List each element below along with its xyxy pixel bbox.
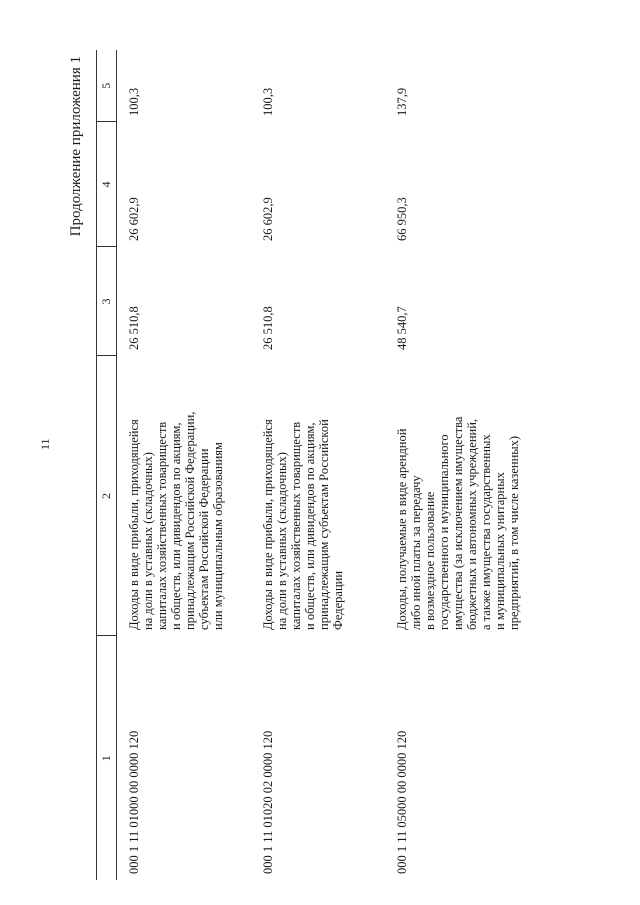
value-col3: 48 540,7 — [395, 306, 410, 350]
value-col3: 26 510,8 — [261, 306, 276, 350]
value-col4: 66 950,3 — [395, 197, 410, 241]
revenue-name-line: субъектам Российской Федерации — [197, 448, 212, 630]
revenue-name-line: а также имущества государственных — [479, 434, 494, 630]
revenue-name-line: принадлежащим субъектам Российской — [317, 419, 332, 630]
value-col4: 26 602,9 — [261, 197, 276, 241]
column-header-2: 2 — [97, 356, 117, 636]
rotated-page-content — [60, 50, 580, 880]
value-col5: 100,3 — [261, 87, 276, 116]
revenue-name-line: принадлежащим Российской Федерации, — [183, 411, 198, 630]
budget-code: 000 1 11 01020 02 0000 120 — [261, 730, 276, 874]
column-header-4: 4 — [97, 122, 117, 247]
revenue-name-line: бюджетных и автономных учреждений, — [465, 418, 480, 630]
revenue-name-line: либо иной платы за передачу — [409, 475, 424, 630]
table-header-row — [97, 50, 117, 880]
revenue-name-line: Доходы, получаемые в виде арендной — [395, 428, 410, 630]
revenue-name-line: и обществ, или дивидендов по акциям, — [169, 422, 184, 630]
table-row — [121, 50, 255, 880]
page-number: 11 — [38, 438, 52, 450]
revenue-name-line: Федерации — [331, 570, 346, 630]
revenue-name-line: и муниципальных унитарных — [493, 472, 508, 630]
budget-code: 000 1 11 05000 00 0000 120 — [395, 730, 410, 874]
budget-code: 000 1 11 01000 00 0000 120 — [127, 730, 142, 874]
revenue-name-line: в возмездное пользование — [423, 491, 438, 630]
revenue-name-line: капиталах хозяйственных товариществ — [289, 421, 304, 630]
revenue-name-line: капиталах хозяйственных товариществ — [155, 421, 170, 630]
column-header-3: 3 — [97, 247, 117, 356]
column-header-1: 1 — [97, 636, 117, 880]
revenue-name-line: Доходы в виде прибыли, приходящейся — [127, 419, 142, 630]
revenue-name — [255, 356, 389, 636]
revenue-name — [121, 356, 255, 636]
value-col3: 26 510,8 — [127, 306, 142, 350]
revenue-name-line: на доли в уставных (складочных) — [275, 452, 290, 630]
table-row — [255, 50, 389, 880]
revenue-name — [389, 356, 554, 636]
revenue-name-line: государственного и муниципального — [437, 434, 452, 630]
revenue-name-line: имущества (за исключением имущества — [451, 416, 466, 630]
revenue-name-line: предприятий, в том числе казенных) — [507, 435, 522, 630]
value-col5: 137,9 — [395, 87, 410, 116]
value-col5: 100,3 — [127, 87, 142, 116]
revenue-table — [96, 50, 554, 880]
value-col4: 26 602,9 — [127, 197, 142, 241]
revenue-name-line: и обществ, или дивидендов по акциям, — [303, 422, 318, 630]
table-row — [389, 50, 554, 880]
column-header-5: 5 — [97, 50, 117, 122]
revenue-name-line: на доли в уставных (складочных) — [141, 452, 156, 630]
revenue-name-line: Доходы в виде прибыли, приходящейся — [261, 419, 276, 630]
continuation-label: Продолжение приложения 1 — [68, 56, 84, 237]
revenue-name-line: или муниципальным образованиям — [211, 442, 226, 630]
